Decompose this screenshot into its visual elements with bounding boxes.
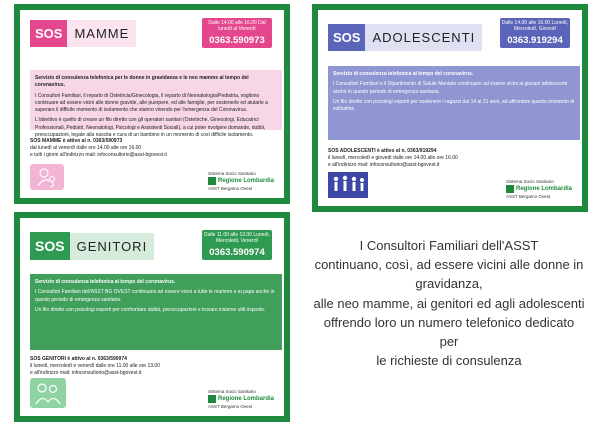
caption-text	[304, 236, 594, 371]
caption-line: gravidanza,	[415, 276, 483, 292]
paragraph: I Consultori Familiari, il reparto di Ostetricia/Ginecologia, il reparto di Neonatologia/Pediatria, vogliono continuare ad essere vicini alle donne gravide, alle puerpere, ed alle famiglie, per sostenerle ed aiutarle a superare il difficile momento di isolamento che stanno vivendo per l'emergenza del Coronavirus.	[35, 92, 268, 113]
contact-line: SOS MAMME è attivo al n. 0363/590973	[30, 138, 123, 144]
sos-badge: SOS	[328, 24, 365, 51]
logo-region-text: Regione Lombardia	[217, 396, 274, 403]
contact-line: SOS GENITORI è attivo al n. 0363/590974	[30, 356, 127, 362]
sos-mamme-card	[14, 4, 290, 204]
contact-info	[30, 356, 230, 377]
phone-box	[500, 18, 570, 48]
paragraph: I Consultori Familiari dell'ASST BG OVEST continuano ad essere vicini a tutte le mamme e ai papà anche in questo periodo di emergenza sanitaria.	[35, 289, 275, 303]
card-title: MAMME	[67, 20, 136, 47]
contact-info	[328, 148, 528, 169]
card-header	[328, 24, 482, 51]
card-title: GENITORI	[70, 233, 155, 260]
contact-line: SOS ADOLESCENTI è attivo al n. 0363/919294	[328, 148, 437, 154]
contact-line: dal lunedì al venerdì dalle ore 14.00 alle ore 16.00	[30, 145, 142, 151]
rose-icon	[506, 185, 514, 193]
paragraph: Un filo diretto con psicologi esperti per sostenere i ragazzi dai 14 ai 21 anni, ad affrontare questo momento di solitudine.	[333, 98, 575, 112]
info-panel	[30, 70, 282, 138]
paragraph: Servizio di consulenza telefonica al tempo del coronavirus.	[35, 279, 176, 285]
caption-line: alle neo mamme, ai genitori ed agli adolescenti	[313, 295, 585, 311]
mother-child-icon	[30, 164, 64, 190]
sos-badge: SOS	[30, 20, 67, 47]
card-title: ADOLESCENTI	[365, 24, 482, 51]
caption-line: per	[439, 334, 459, 350]
logo-asst-text: ASST Bergamo Ovest	[207, 404, 253, 410]
paragraph: Servizio di consulenza telefonica per le donne in gravidanza e le neo mamme al tempo del coronavirus.	[35, 75, 249, 89]
logo-asst-text: ASST Bergamo Ovest	[505, 194, 551, 200]
caption-line: continuano, così, ad essere vicini alle donne in	[314, 257, 584, 273]
regione-lombardia-logo	[506, 179, 572, 200]
sos-genitori-card	[14, 212, 290, 422]
info-panel	[328, 66, 580, 140]
hours-text: Dalle 11.00 alle 13.00 Lunedì, Mercoledì, Venerdì	[203, 232, 271, 244]
family-icon	[30, 378, 66, 408]
rose-icon	[208, 395, 216, 403]
logo-region-text: Regione Lombardia	[515, 186, 572, 193]
contact-line[interactable]: e all'indirizzo mail: infoconsultorio@asst-bgovest.it	[328, 162, 440, 168]
contact-info	[30, 138, 230, 159]
regione-lombardia-logo	[208, 171, 274, 192]
hours-text: Dalle 14.00 alle 16.00 Dal lunedì al Venerdì	[208, 20, 266, 32]
phone-number[interactable]: 0363.590974	[209, 247, 265, 258]
sos-badge: SOS	[30, 232, 70, 260]
logo-region-text: Regione Lombardia	[217, 178, 274, 185]
caption-line: offrendo loro un numero telefonico dedicato	[323, 314, 575, 330]
contact-line[interactable]: e all'indirizzo mail: infoconsultorio@asst-bgovest.it	[30, 370, 142, 376]
card-header	[30, 20, 136, 47]
logo-sys-text: Sistema Socio Sanitario	[505, 179, 554, 185]
paragraph: L'obiettivo è quello di creare un filo diretto con gli operatori sanitari (Ostetriche, Ginecologi, Educatrici Professionali, Pediatri, Neonatologi, Psicologi e Assistenti Sociali), a cui poter rivolgere domande, dubbi, preoccupazioni, legate alla nascita e cura di un bambino in un momento di così difficile isolamento.	[35, 117, 266, 138]
logo-sys-text: Sistema Socio Sanitario	[207, 171, 256, 177]
hours-text: Dalle 14.00 alle 16.00 Lunedì, Mercoledì, Giovedì	[501, 20, 569, 32]
phone-number[interactable]: 0363.919294	[507, 35, 563, 46]
teens-icon	[328, 172, 368, 198]
paragraph: I Consultori Familiari e il Dipartimento di Salute Mentale continuano ad essere vicini ai giovani adolescenti anche in questo periodo di emergenza sanitaria.	[333, 81, 568, 95]
caption-line: le richieste di consulenza	[376, 353, 522, 369]
phone-number[interactable]: 0363.590973	[209, 35, 265, 46]
logo-sys-text: Sistema Socio Sanitario	[207, 389, 256, 395]
regione-lombardia-logo	[208, 389, 274, 410]
rose-icon	[208, 177, 216, 185]
logo-asst-text: ASST Bergamo Ovest	[207, 186, 253, 192]
caption-line: I Consultori Familiari dell'ASST	[359, 238, 539, 253]
contact-line: il lunedì, mercoledì e venerdì dalle ore 11.00 alle ore 13.00	[30, 363, 160, 369]
paragraph: Servizio di consulenza telefonica al tempo del coronavirus.	[333, 71, 474, 77]
sos-adolescenti-card	[312, 4, 588, 212]
contact-line: il lunedì, mercoledì e giovedì dalle ore 14.00 alle ore 16.00	[328, 155, 458, 161]
contact-line[interactable]: e tutti i giorni all'indirizzo mail: infoconsultorio@asst-bgovest.it	[30, 152, 167, 158]
phone-box	[202, 18, 272, 48]
phone-box	[202, 230, 272, 260]
paragraph: Un filo diretto con psicologi esperti per confrontare dubbi, preoccupazioni e trovare insieme utili risposte.	[35, 306, 266, 313]
info-panel	[30, 274, 282, 350]
card-header	[30, 232, 154, 260]
